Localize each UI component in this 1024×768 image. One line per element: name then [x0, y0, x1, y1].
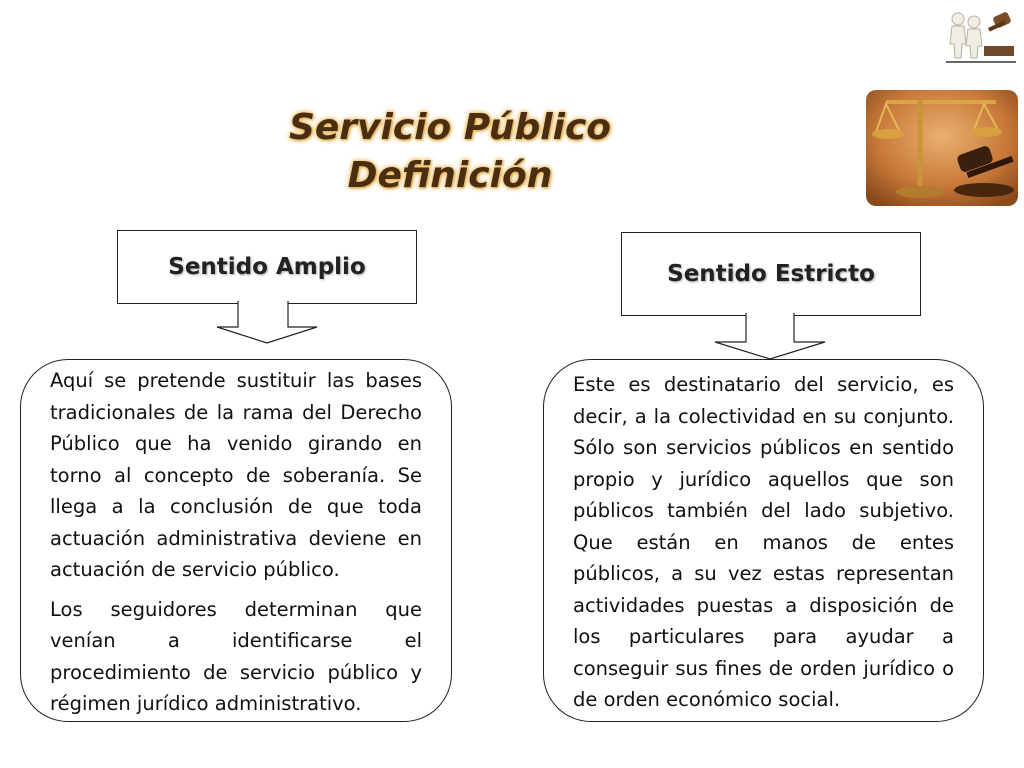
- scales-of-justice-gavel-icon: [866, 90, 1018, 206]
- down-arrow-icon: [714, 313, 826, 361]
- page-title: [250, 104, 650, 200]
- title-line-1: Servicio Público: [288, 107, 612, 148]
- sentido-amplio-text: [20, 359, 452, 722]
- down-arrow-icon: [216, 301, 318, 345]
- sentido-amplio-heading: Sentido Amplio: [117, 230, 417, 304]
- sentido-estricto-heading: Sentido Estricto: [621, 232, 921, 316]
- sentido-estricto-text: [543, 359, 984, 722]
- people-gavel-icon: [944, 6, 1018, 64]
- paragraph: Este es destinatario del servicio, es decir, a la colectividad en su conjunto. Sólo son servicios públicos en sentido propio y jurídico aquellos que son públicos también del lado subjetivo. Que están en manos de entes públicos, a su vez estas representan actividades puestas a disposición de los particulares para ayudar a conseguir sus fines de orden jurídico o de orden económico social.: [573, 373, 954, 711]
- paragraph: Los seguidores determinan que venían a identificarse el procedimiento de servicio público y régimen jurídico administrativo.: [50, 597, 422, 715]
- paragraph: Aquí se pretende sustituir las bases tradicionales de la rama del Derecho Público que ha venido girando en torno al concepto de soberanía. Se llega a la conclusión de que toda actuación administrativa deviene en actuación de servicio público.: [50, 369, 422, 581]
- title-line-2: Definición: [347, 155, 553, 196]
